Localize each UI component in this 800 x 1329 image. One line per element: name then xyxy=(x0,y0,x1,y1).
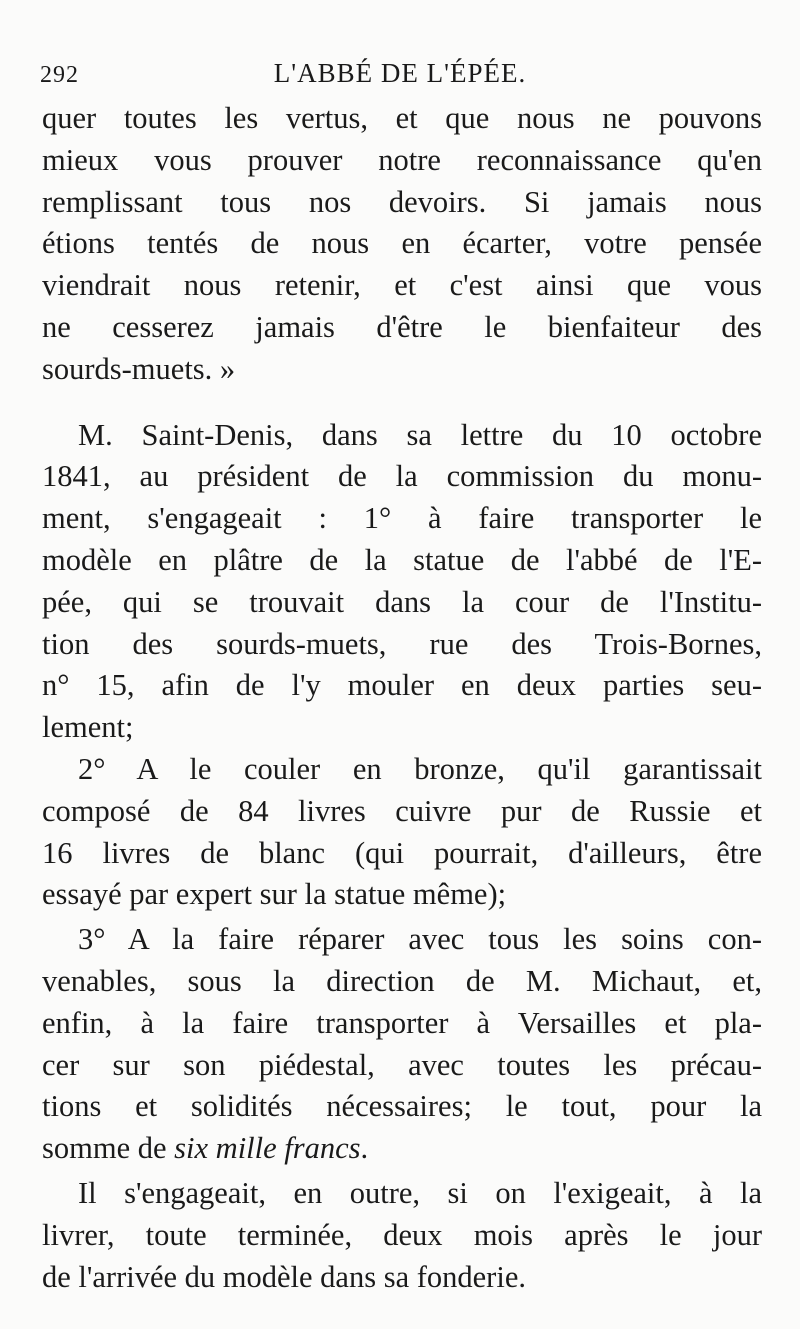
text-line: composé de 84 livres cuivre pur de Russie et xyxy=(42,793,762,828)
text-line: enfin, à la faire transporter à Versailles et pla- xyxy=(42,1005,762,1040)
text-line: pée, qui se trouvait dans la cour de l'Institu- xyxy=(42,584,762,619)
italic-phrase: six mille francs xyxy=(174,1131,361,1166)
text-line: modèle en plâtre de la statue de l'abbé de l'E- xyxy=(42,542,762,577)
text-line: venables, sous la direction de M. Michaut, et, xyxy=(42,963,762,998)
text-line: tions et solidités nécessaires; le tout, pour la xyxy=(42,1089,762,1124)
page-number: 292 xyxy=(40,62,79,88)
text-line: cer sur son piédestal, avec toutes les précau- xyxy=(42,1047,762,1082)
text-line: 1841, au président de la commission du monu- xyxy=(42,459,762,494)
text-line: remplissant tous nos devoirs. Si jamais nous xyxy=(42,184,762,219)
text-line: mieux vous prouver notre reconnaissance qu'en xyxy=(42,142,762,177)
text-line: essayé par expert sur la statue même); xyxy=(42,877,507,912)
text-line: livrer, toute terminée, deux mois après le jour xyxy=(42,1217,762,1252)
running-title: L'ABBÉ DE L'ÉPÉE. xyxy=(273,58,527,88)
running-head xyxy=(40,58,760,92)
text-line: n° 15, afin de l'y mouler en deux parties seu- xyxy=(42,668,762,703)
text-line: ne cesserez jamais d'être le bienfaiteur des xyxy=(42,309,762,344)
text-line: 3° A la faire réparer avec tous les soins con- xyxy=(78,922,762,957)
text-segment: somme de xyxy=(42,1131,175,1166)
text-line: sourds-muets. » xyxy=(42,351,236,386)
text-line: Il s'engageait, en outre, si on l'exigeait, à la xyxy=(78,1175,762,1210)
body-text xyxy=(42,98,762,1298)
text-line: 16 livres de blanc (qui pourrait, d'ailleurs, être xyxy=(42,835,762,870)
paragraph-gap xyxy=(42,391,762,415)
text-line: tion des sourds-muets, rue des Trois-Bornes, xyxy=(42,626,762,661)
text-line: ment, s'engageait : 1° à faire transporter le xyxy=(42,501,762,536)
text-line: de l'arrivée du modèle dans sa fonderie. xyxy=(42,1259,526,1294)
text-segment: . xyxy=(360,1131,369,1166)
text-line xyxy=(42,1128,762,1170)
text-line: 2° A le couler en bronze, qu'il garantissait xyxy=(78,751,762,786)
text-line: M. Saint-Denis, dans sa lettre du 10 octobre xyxy=(78,417,762,452)
text-line: quer toutes les vertus, et que nous ne pouvons xyxy=(42,101,762,135)
text-line: viendrait nous retenir, et c'est ainsi que vous xyxy=(42,268,762,303)
text-line: étions tentés de nous en écarter, votre pensée xyxy=(42,226,762,261)
text-line: lement; xyxy=(42,710,134,745)
